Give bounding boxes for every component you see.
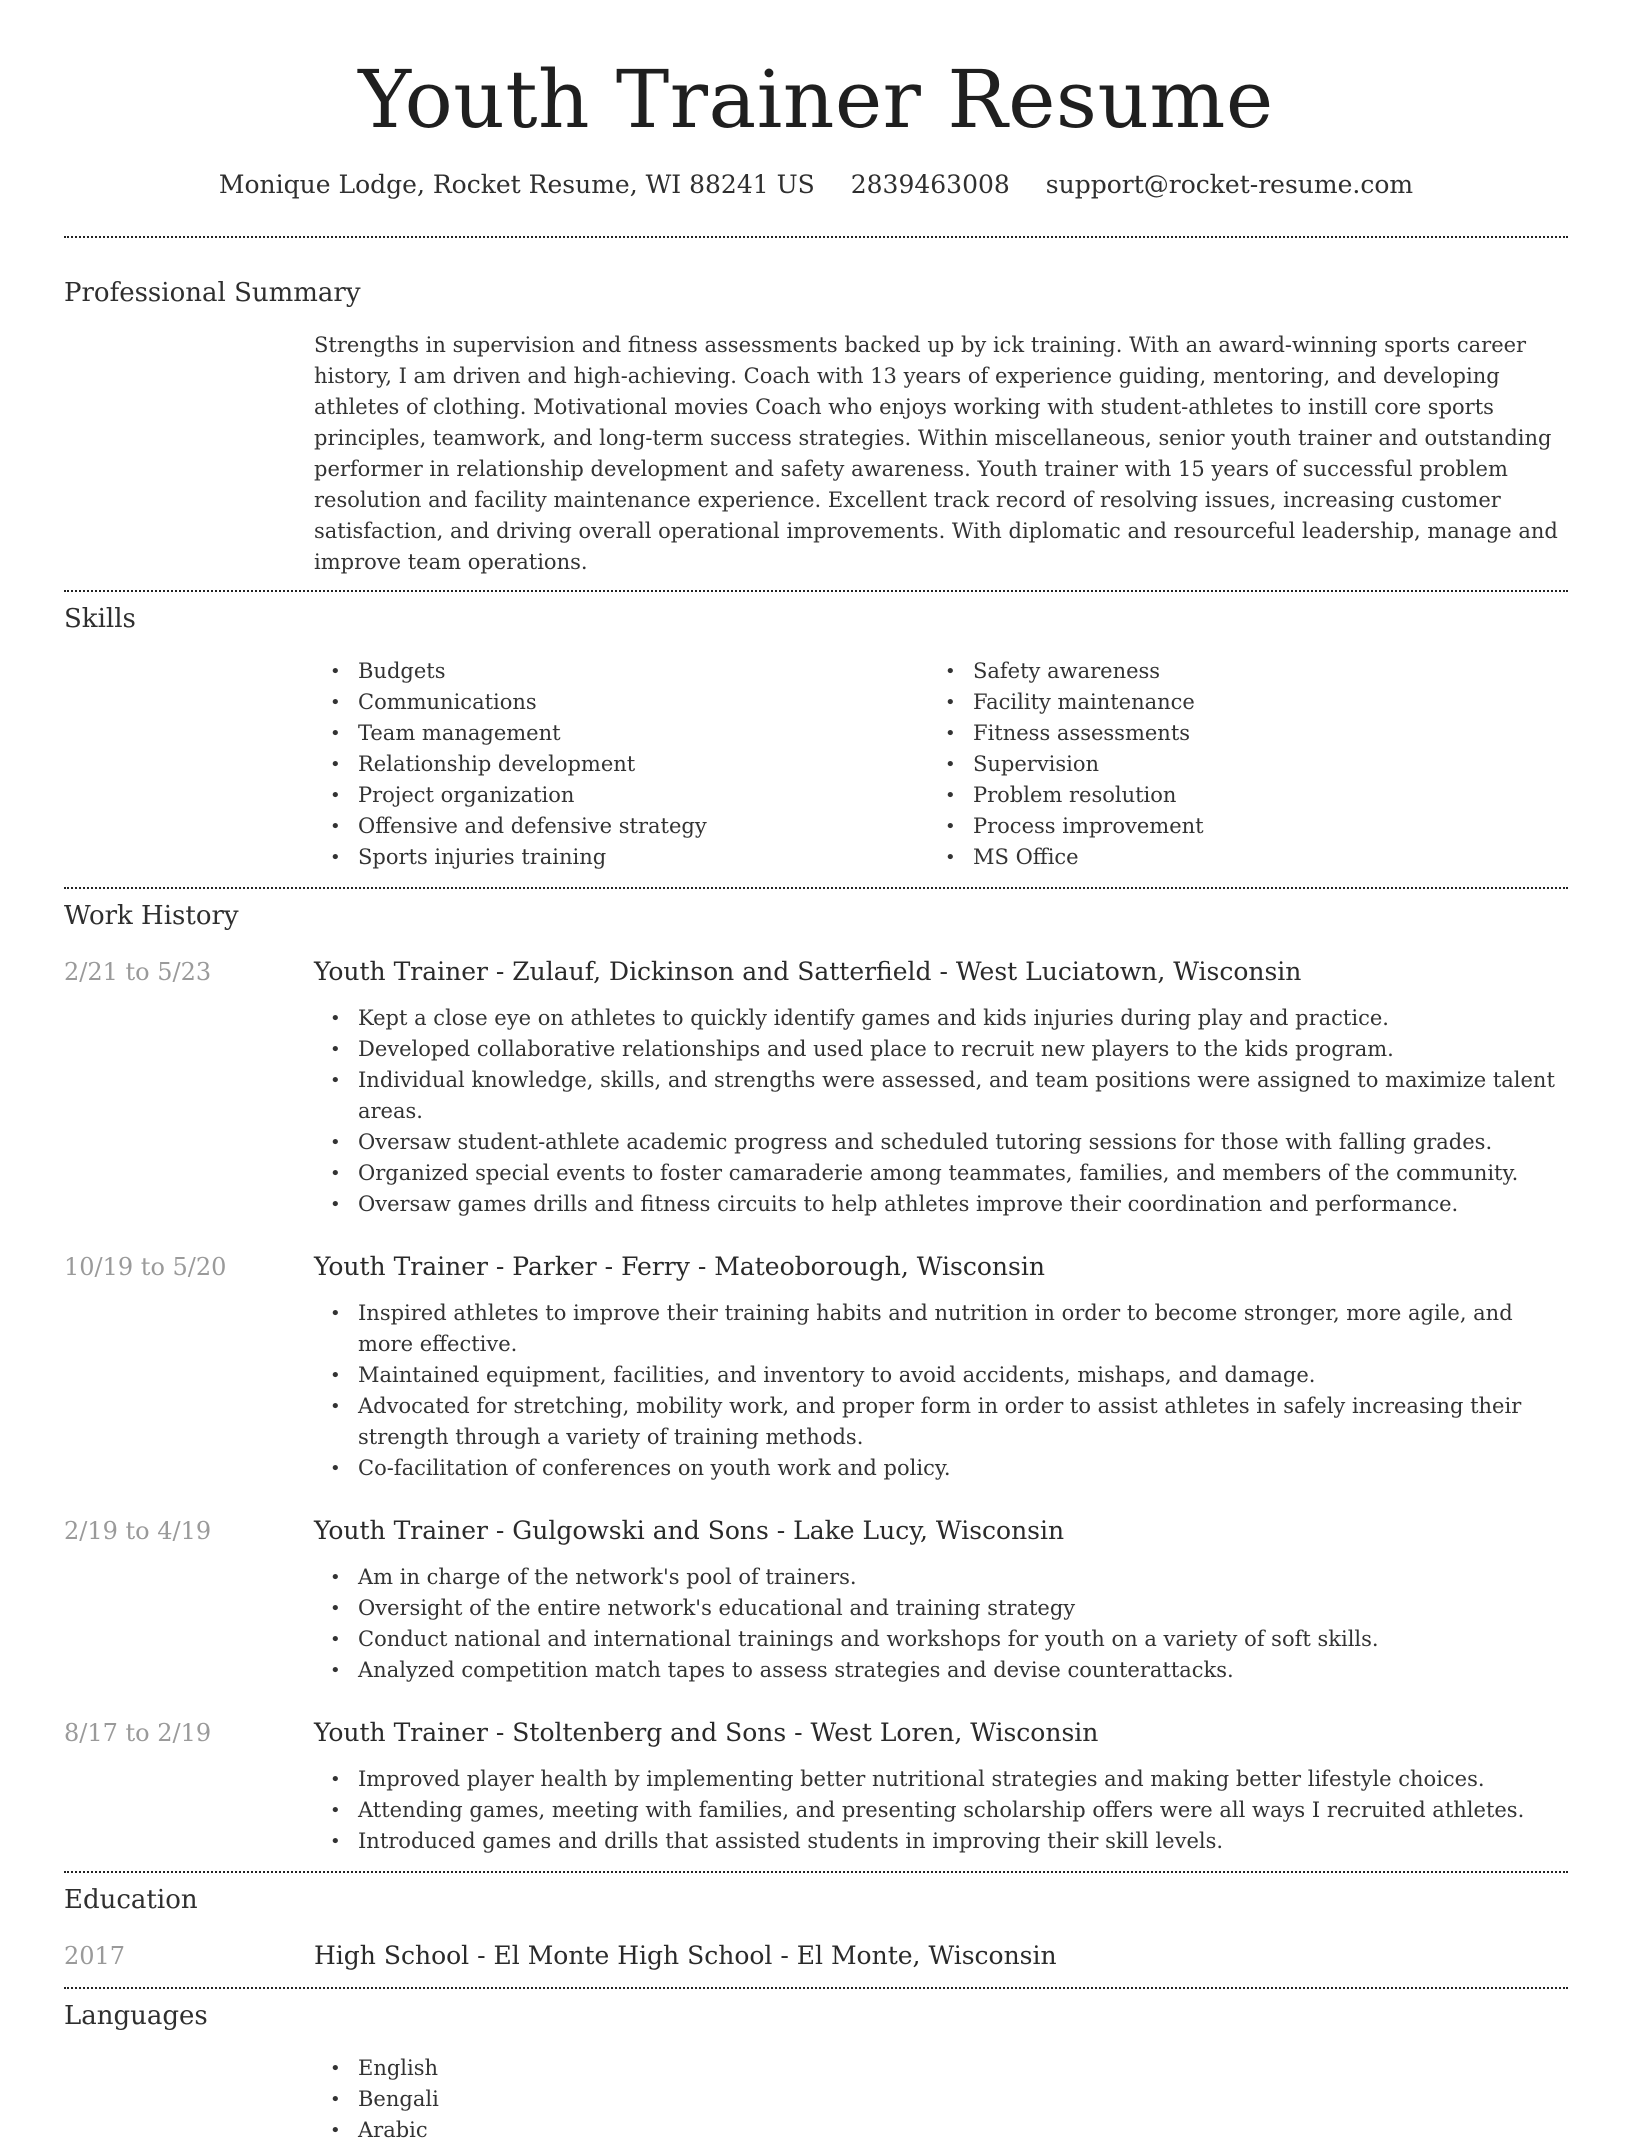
list-item: • Individual knowledge, skills, and strengths were assessed, and team positions were assigned to maximize talent areas. — [314, 1065, 1568, 1127]
list-item: • Fitness assessments — [929, 718, 1544, 749]
job-bullets — [314, 1764, 1568, 1857]
list-item: • Oversaw student-athlete academic progress and scheduled tutoring sessions for those with falling grades. — [314, 1127, 1568, 1158]
contact-line — [64, 168, 1568, 202]
list-item: • Facility maintenance — [929, 687, 1544, 718]
job-date: 2/19 to 4/19 — [64, 1517, 212, 1545]
education-section — [64, 1883, 1568, 1973]
job-bullets — [314, 1298, 1568, 1484]
job-date: 10/19 to 5/20 — [64, 1253, 227, 1281]
list-item: • Maintained equipment, facilities, and inventory to avoid accidents, mishaps, and damage. — [314, 1360, 1568, 1391]
job-title: Youth Trainer - Zulauf, Dickinson and Satterfield - West Luciatown, Wisconsin — [314, 957, 1302, 986]
job-bullets — [314, 1562, 1568, 1686]
list-item: • Inspired athletes to improve their training habits and nutrition in order to become stronger, more agile, and more effective. — [314, 1298, 1568, 1360]
languages-heading: Languages — [64, 2001, 208, 2031]
section-divider — [64, 887, 1568, 889]
list-item: • Team management — [314, 718, 929, 749]
skills-list-left — [314, 656, 929, 873]
languages-list — [314, 2053, 1568, 2146]
job-header — [64, 1250, 1568, 1284]
list-item: • Oversaw games drills and fitness circuits to help athletes improve their coordination and performance. — [314, 1189, 1568, 1220]
list-item: • Budgets — [314, 656, 929, 687]
skills-list-right — [929, 656, 1544, 873]
job-title: Youth Trainer - Parker - Ferry - Mateoborough, Wisconsin — [314, 1252, 1045, 1281]
work-section — [64, 899, 1568, 1857]
education-date: 2017 — [64, 1942, 126, 1970]
job-header — [64, 955, 1568, 989]
list-item: • Project organization — [314, 780, 929, 811]
education-entry — [64, 1939, 1568, 1973]
list-item: • Process improvement — [929, 811, 1544, 842]
list-item: • Supervision — [929, 749, 1544, 780]
list-item: • Communications — [314, 687, 929, 718]
list-item: • Advocated for stretching, mobility work, and proper form in order to assist athletes in safely increasing their strength through a variety of training methods. — [314, 1391, 1568, 1453]
job-entry — [64, 1716, 1568, 1857]
skills-section — [64, 602, 1568, 873]
list-item: • Attending games, meeting with families, and presenting scholarship offers were all ways I recruited athletes. — [314, 1795, 1568, 1826]
list-item: • MS Office — [929, 842, 1544, 873]
list-item: • Improved player health by implementing better nutritional strategies and making better lifestyle choices. — [314, 1764, 1568, 1795]
list-item: • Safety awareness — [929, 656, 1544, 687]
section-divider — [64, 1871, 1568, 1873]
job-entry — [64, 955, 1568, 1220]
list-item: • Introduced games and drills that assisted students in improving their skill levels. — [314, 1826, 1568, 1857]
job-date: 2/21 to 5/23 — [64, 958, 212, 986]
job-date: 8/17 to 2/19 — [64, 1719, 212, 1747]
list-item: • Problem resolution — [929, 780, 1544, 811]
list-item: • English — [314, 2053, 1568, 2084]
contact-address: Monique Lodge, Rocket Resume, WI 88241 US — [218, 170, 815, 199]
list-item: • Am in charge of the network's pool of trainers. — [314, 1562, 1568, 1593]
section-divider — [64, 1987, 1568, 1989]
job-entry — [64, 1250, 1568, 1484]
section-divider — [64, 236, 1568, 238]
resume-page — [64, 0, 1568, 2146]
list-item: • Arabic — [314, 2115, 1568, 2146]
job-header — [64, 1716, 1568, 1750]
job-title: Youth Trainer - Gulgowski and Sons - Lake Lucy, Wisconsin — [314, 1516, 1065, 1545]
education-title: High School - El Monte High School - El Monte, Wisconsin — [314, 1941, 1057, 1970]
list-item: • Oversight of the entire network's educational and training strategy — [314, 1593, 1568, 1624]
list-item: • Kept a close eye on athletes to quickly identify games and kids injuries during play and practice. — [314, 1003, 1568, 1034]
list-item: • Co-facilitation of conferences on youth work and policy. — [314, 1453, 1568, 1484]
list-item: • Organized special events to foster camaraderie among teammates, families, and members of the community. — [314, 1158, 1568, 1189]
education-heading: Education — [64, 1885, 198, 1915]
contact-phone: 2839463008 — [850, 170, 1010, 199]
summary-section — [64, 276, 1568, 578]
list-item: • Offensive and defensive strategy — [314, 811, 929, 842]
list-item: • Relationship development — [314, 749, 929, 780]
skills-grid — [314, 656, 1568, 873]
summary-text: Strengths in supervision and fitness assessments backed up by ick training. With an award-winning sports career history, I am driven and high-achieving. Coach with 13 years of experience guiding, mentoring, and developing athletes of clothing. Motivational movies Coach who enjoys working with student-athletes to instill core sports principles, teamwork, and long-term success strategies. Within miscellaneous, senior youth trainer and outstanding performer in relationship development and safety awareness. Youth trainer with 15 years of successful problem resolution and facility maintenance experience. Excellent track record of resolving issues, increasing customer satisfaction, and driving overall operational improvements. With diplomatic and resourceful leadership, manage and improve team operations. — [314, 333, 1558, 574]
list-item: • Analyzed competition match tapes to assess strategies and devise counterattacks. — [314, 1655, 1568, 1686]
skills-heading: Skills — [64, 604, 136, 634]
contact-email: support@rocket-resume.com — [1045, 170, 1414, 199]
list-item: • Conduct national and international trainings and workshops for youth on a variety of soft skills. — [314, 1624, 1568, 1655]
section-divider — [64, 590, 1568, 592]
list-item: • Bengali — [314, 2084, 1568, 2115]
job-header — [64, 1514, 1568, 1548]
job-entry — [64, 1514, 1568, 1686]
list-item: • Developed collaborative relationships and used place to recruit new players to the kids program. — [314, 1034, 1568, 1065]
work-heading: Work History — [64, 901, 239, 931]
languages-section — [64, 1999, 1568, 2146]
job-bullets — [314, 1003, 1568, 1220]
list-item: • Sports injuries training — [314, 842, 929, 873]
summary-heading: Professional Summary — [64, 278, 361, 308]
page-title: Youth Trainer Resume — [358, 53, 1274, 146]
job-title: Youth Trainer - Stoltenberg and Sons - West Loren, Wisconsin — [314, 1718, 1099, 1747]
